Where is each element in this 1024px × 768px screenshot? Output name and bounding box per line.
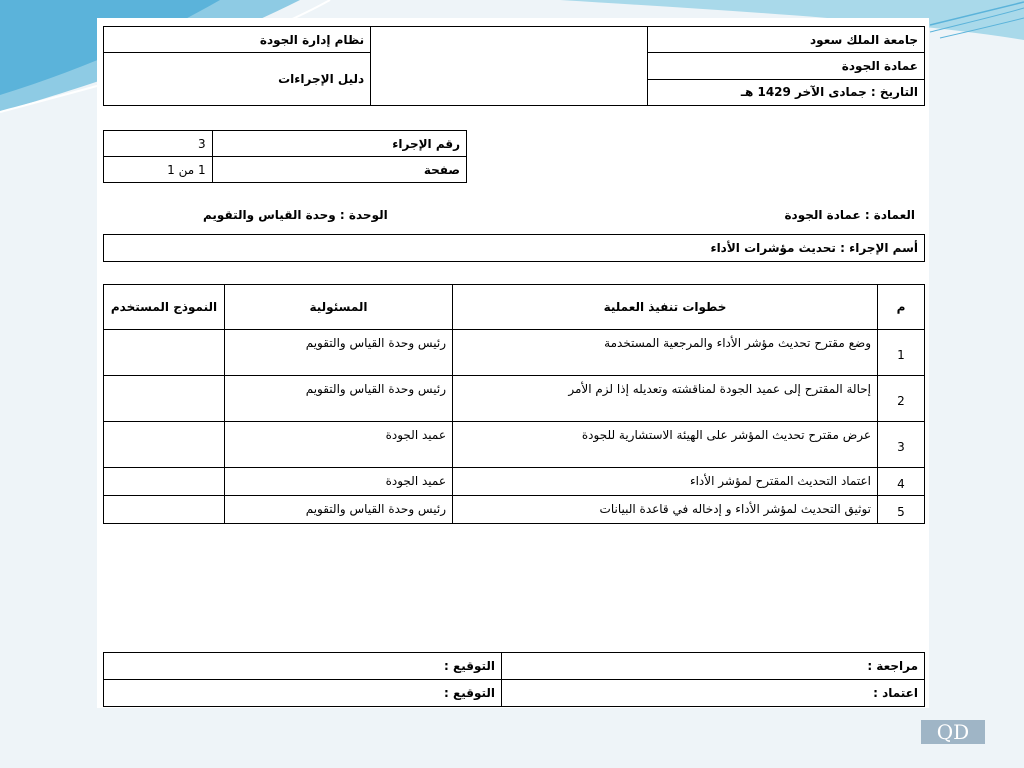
page-label: صفحة xyxy=(212,157,466,183)
signature-table xyxy=(103,652,925,707)
col-header-steps: خطوات تنفيذ العملية xyxy=(453,285,878,330)
procedure-number-label: رقم الإجراء xyxy=(212,131,466,157)
procedure-number-table xyxy=(103,130,467,183)
step-form xyxy=(104,376,225,422)
qd-logo: QD xyxy=(921,720,985,744)
manual-name: دليل الإجراءات xyxy=(104,53,371,106)
steps-table xyxy=(103,284,925,524)
col-header-responsibility: المسئولية xyxy=(225,285,453,330)
review-signature: التوقيع : xyxy=(104,653,502,680)
table-row xyxy=(104,376,925,422)
table-row xyxy=(104,496,925,524)
table-row xyxy=(104,330,925,376)
deanship-unit: العمادة : عمادة الجودة xyxy=(784,208,915,222)
step-text: توثيق التحديث لمؤشر الأداء و إدخاله في قاعدة البيانات xyxy=(453,496,878,524)
procedure-number-value: 3 xyxy=(104,131,213,157)
step-form xyxy=(104,330,225,376)
document-page xyxy=(97,18,929,708)
step-num: 5 xyxy=(878,496,925,524)
issue-date: التاريخ : جمادى الآخر 1429 هـ xyxy=(647,79,924,106)
university-name: جامعة الملك سعود xyxy=(647,27,924,53)
approval-label: اعتماد : xyxy=(502,680,925,707)
approval-signature: التوقيع : xyxy=(104,680,502,707)
table-row xyxy=(104,468,925,496)
step-num: 4 xyxy=(878,468,925,496)
step-num: 1 xyxy=(878,330,925,376)
step-form xyxy=(104,496,225,524)
col-header-form: النموذج المستخدم xyxy=(104,285,225,330)
step-num: 2 xyxy=(878,376,925,422)
step-responsibility: رئيس وحدة القياس والتقويم xyxy=(225,496,453,524)
step-responsibility: رئيس وحدة القياس والتقويم xyxy=(225,330,453,376)
step-form xyxy=(104,468,225,496)
units-row xyxy=(103,206,921,226)
step-form xyxy=(104,422,225,468)
col-header-num: م xyxy=(878,285,925,330)
deanship-name: عمادة الجودة xyxy=(647,53,924,80)
procedure-name-table xyxy=(103,234,925,262)
step-responsibility: رئيس وحدة القياس والتقويم xyxy=(225,376,453,422)
review-label: مراجعة : xyxy=(502,653,925,680)
procedure-name: أسم الإجراء : تحديث مؤشرات الأداء xyxy=(104,235,925,262)
table-row xyxy=(104,422,925,468)
step-text: اعتماد التحديث المقترح لمؤشر الأداء xyxy=(453,468,878,496)
system-name: نظام إدارة الجودة xyxy=(104,27,371,53)
measurement-unit: الوحدة : وحدة القياس والتقويم xyxy=(203,208,388,222)
step-responsibility: عميد الجودة xyxy=(225,422,453,468)
header-blank-cell xyxy=(371,27,648,106)
header-table xyxy=(103,26,925,106)
step-responsibility: عميد الجودة xyxy=(225,468,453,496)
step-num: 3 xyxy=(878,422,925,468)
page-value: 1 من 1 xyxy=(104,157,213,183)
step-text: وضع مقترح تحديث مؤشر الأداء والمرجعية المستخدمة xyxy=(453,330,878,376)
step-text: عرض مقترح تحديث المؤشر على الهيئة الاستشارية للجودة xyxy=(453,422,878,468)
step-text: إحالة المقترح إلى عميد الجودة لمناقشته وتعديله إذا لزم الأمر xyxy=(453,376,878,422)
